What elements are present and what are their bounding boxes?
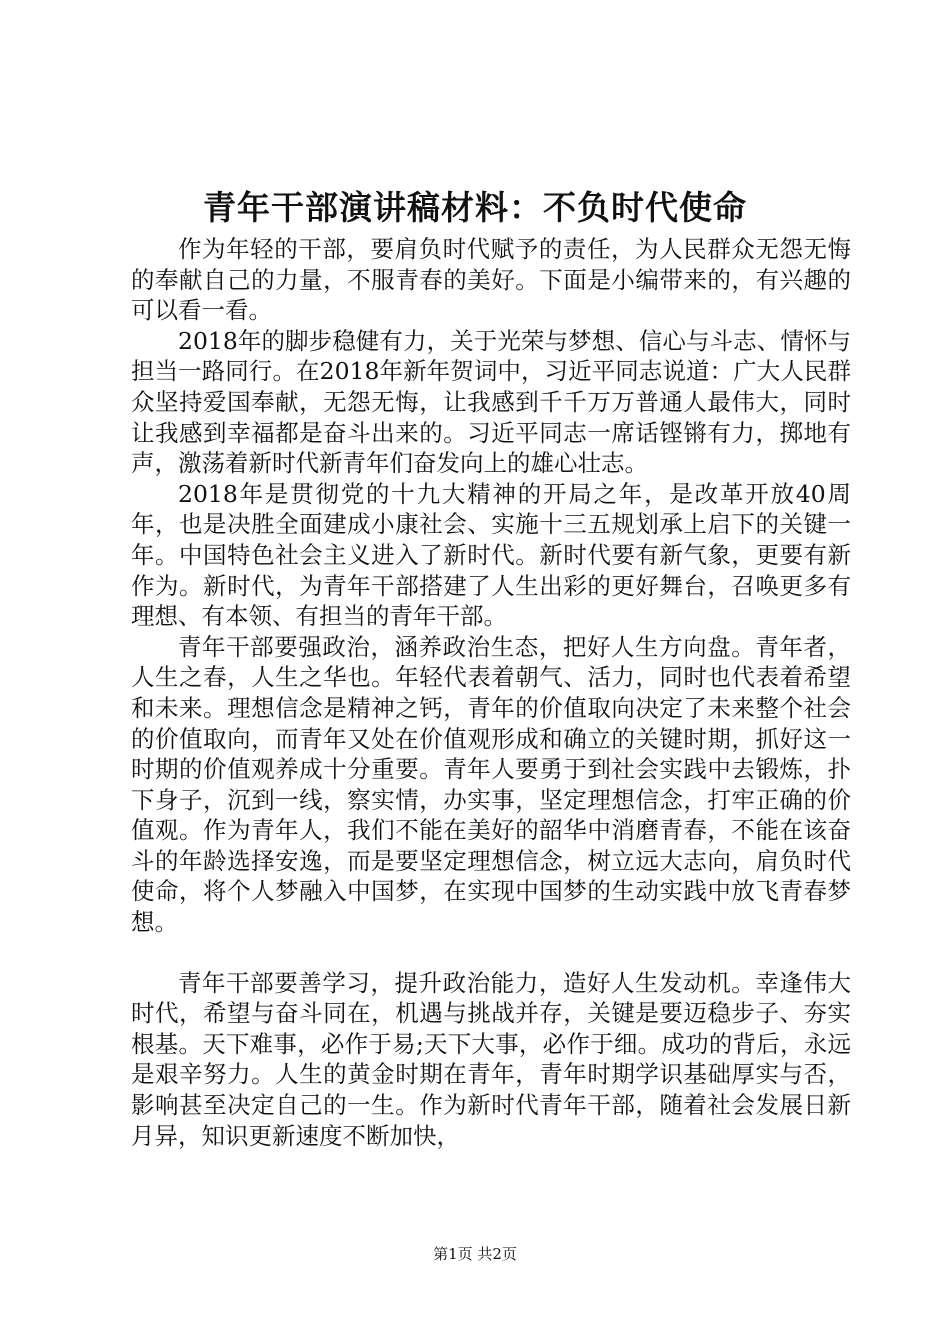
paragraph-intro: 作为年轻的干部，要肩负时代赋予的责任，为人民群众无怨无悔的奉献自己的力量，不服青春的美好。下面是小编带来的，有兴趣的可以看一看。 bbox=[131, 235, 851, 325]
paragraph-2018-significance: 2018年是贯彻党的十九大精神的开局之年，是改革开放40周年，也是决胜全面建成小康社会、实施十三五规划承上启下的关键一年。中国特色社会主义进入了新时代。新时代要有新气象，更要有新作为。新时代，为青年干部搭建了人生出彩的更好舞台，召唤更多有理想、有本领、有担当的青年干部。 bbox=[131, 479, 851, 631]
paragraph-strengthen-politics: 青年干部要强政治，涵养政治生态，把好人生方向盘。青年者，人生之春，人生之华也。年轻代表着朝气、活力，同时也代表着希望和未来。理想信念是精神之钙，青年的价值取向决定了未来整个社会的价值取向，而青年又处在价值观形成和确立的关键时期，抓好这一时期的价值观养成十分重要。青年人要勇于到社会实践中去锻炼，扑下身子，沉到一线，察实情，办实事，坚定理想信念，打牢正确的价值观。作为青年人，我们不能在美好的韶华中消磨青春，不能在该奋斗的年龄选择安逸，而是要坚定理想信念，树立远大志向，肩负时代使命，将个人梦融入中国梦，在实现中国梦的生动实践中放飞青春梦想。 bbox=[131, 632, 851, 937]
page-number-footer: 第1页 共2页 bbox=[433, 1245, 517, 1263]
page-title: 青年干部演讲稿材料：不负时代使命 bbox=[203, 188, 747, 227]
document-body bbox=[131, 234, 851, 1151]
paragraph-new-year-speech: 2018年的脚步稳健有力，关于光荣与梦想、信心与斗志、情怀与担当一路同行。在2018年新年贺词中，习近平同志说道：广大人民群众坚持爱国奉献，无怨无悔，让我感到千千万万普通人最伟大，同时让我感到幸福都是奋斗出来的。习近平同志一席话铿锵有力，掷地有声，激荡着新时代新青年们奋发向上的雄心壮志。 bbox=[131, 326, 851, 478]
paragraph-good-at-learning: 青年干部要善学习，提升政治能力，造好人生发动机。幸逢伟大时代，希望与奋斗同在，机遇与挑战并存，关键是要迈稳步子、夯实根基。天下难事，必作于易;天下大事，必作于细。成功的背后，永远是艰辛努力。人生的黄金时期在青年，青年时期学识基础厚实与否，影响甚至决定自己的一生。作为新时代青年干部，随着社会发展日新月异，知识更新速度不断加快， bbox=[131, 968, 851, 1150]
